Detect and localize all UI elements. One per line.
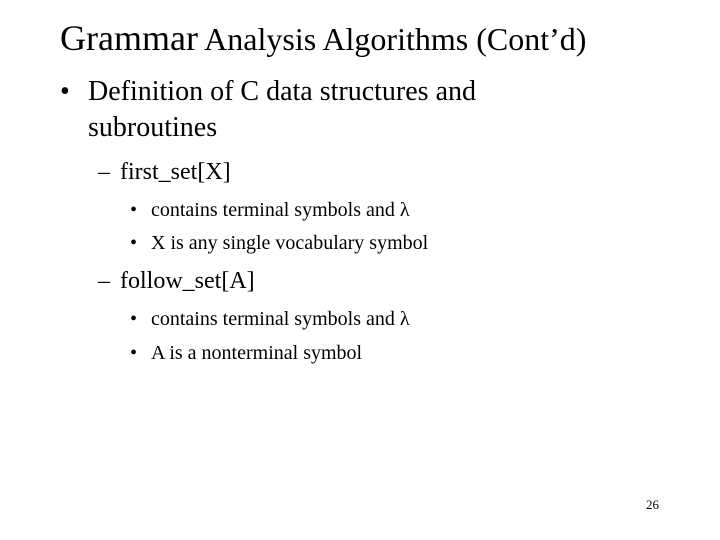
first-set-label: first_set[X]: [120, 159, 231, 185]
sub-bullet-marker: •: [130, 199, 138, 221]
first-set-heading: [98, 157, 231, 187]
slide-title-part1: Grammar: [60, 18, 198, 58]
sub-bullet-marker: •: [130, 342, 138, 364]
dash-marker: –: [98, 268, 110, 294]
slide-title-part2: Analysis Algorithms (Cont’d): [197, 21, 587, 57]
sub-bullet-marker: •: [130, 232, 138, 254]
follow-set-label: follow_set[A]: [120, 268, 255, 294]
first-set-item-1-text: contains terminal symbols and λ: [151, 199, 410, 221]
follow-set-heading: [98, 266, 255, 296]
slide-title: [60, 14, 586, 63]
first-set-item-2: [130, 231, 428, 255]
follow-set-item-1: [130, 307, 410, 331]
follow-set-item-2: [130, 341, 362, 365]
first-set-item-1: [130, 198, 410, 222]
bullet-marker: •: [60, 76, 70, 107]
first-set-item-2-text: X is any single vocabulary symbol: [151, 232, 429, 254]
follow-set-item-1-text: contains terminal symbols and λ: [151, 308, 410, 330]
page-number: 26: [646, 497, 659, 512]
follow-set-item-2-text: A is a nonterminal symbol: [151, 342, 363, 364]
sub-bullet-marker: •: [130, 308, 138, 330]
top-bullet-text: Definition of C data structures and subroutines: [88, 76, 477, 143]
dash-marker: –: [98, 159, 110, 185]
top-bullet: [60, 74, 580, 146]
